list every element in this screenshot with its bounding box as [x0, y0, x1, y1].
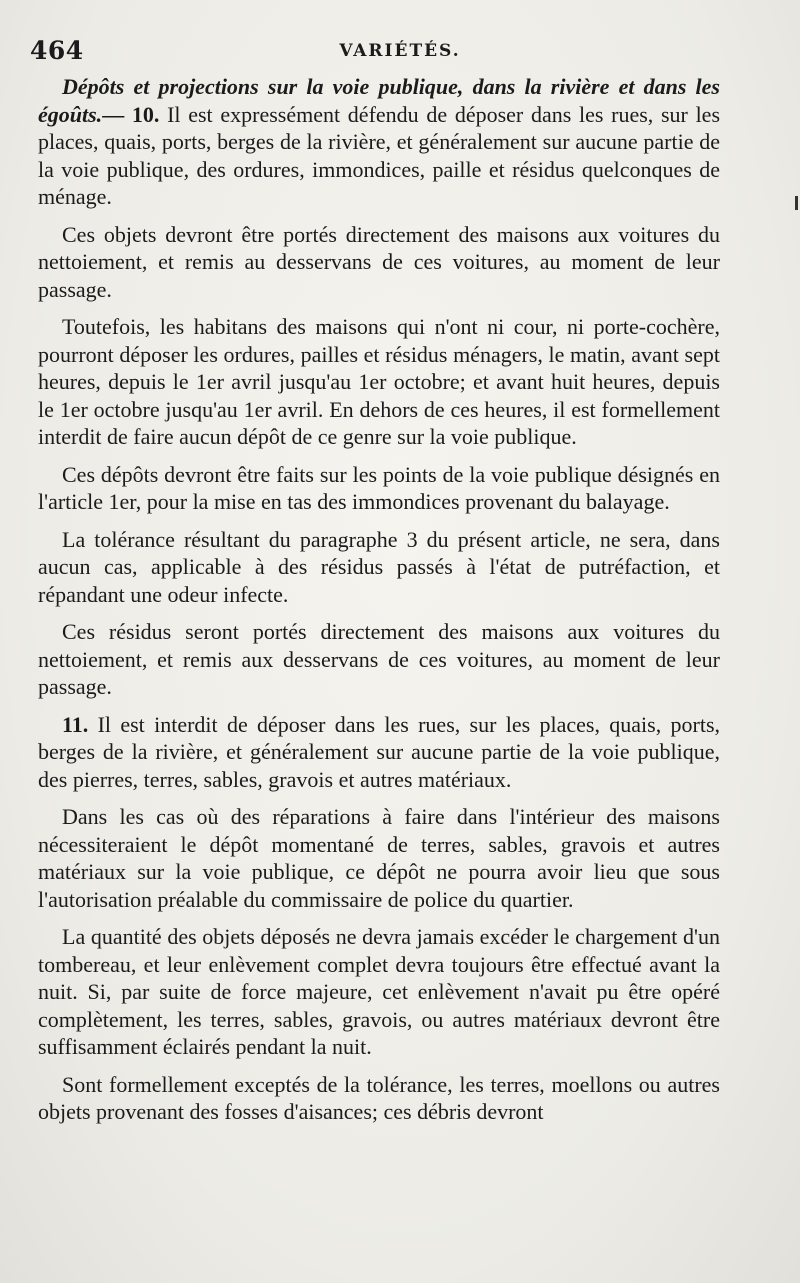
page-number: 464 [30, 36, 84, 65]
paragraph: Toutefois, les habitans des maisons qui n'ont ni cour, ni porte-cochère, pourront déposer les ordures, pailles et résidus ménagers, le matin, avant sept heures, depuis le 1er avril jusqu'au 1er octobre; et avant huit heures, depuis le 1er octobre jusqu'au 1er avril. En dehors de ces heures, il est formellement interdit de faire aucun dépôt de ce genre sur la voie publique. [38, 314, 720, 449]
paragraph [38, 711, 720, 794]
paragraph-text: Il est expressément défendu de déposer dans les rues, sur les places, quais, ports, berges de la rivière, et généralement sur aucune partie de la voie publique, des ordures, immondices, paille et résidus quelconques de ménage. [38, 101, 721, 209]
paragraph: Ces résidus seront portés directement des maisons aux voitures du nettoiement, et remis aux desservans de ces voitures, au moment de leur passage. [38, 619, 720, 699]
section-rubric: Dépôts et projections sur la voie publique, dans la rivière et dans les égoûts. [38, 74, 720, 127]
paragraph: Ces dépôts devront être faits sur les points de la voie publique désignés en l'article 1er, pour la mise en tas des immondices provenant du balayage. [38, 461, 720, 514]
paragraph-text: Il est interdit de déposer dans les rues, sur les places, quais, ports, berges de la rivière, et généralement sur aucune partie de la voie publique, des pierres, terres, sables, gravois et autres matériaux. [38, 711, 721, 792]
page-header [30, 36, 770, 66]
running-title: VARIÉTÉS. [339, 41, 461, 61]
paragraph [38, 73, 720, 211]
paragraph: Sont formellement exceptés de la tolérance, les terres, moellons ou autres objets provenant des fosses d'aisances; ces débris devront [38, 1071, 720, 1124]
body-text [38, 73, 720, 1136]
paragraph: Dans les cas où des réparations à faire dans l'intérieur des maisons nécessiteraient le dépôt momentané de terres, sables, gravois et autres matériaux sur la voie publique, ce dépôt ne pourra avoir lieu que sous l'autorisation préalable du commissaire de police du quartier. [38, 804, 720, 912]
article-number: — 10. [102, 101, 160, 127]
paragraph: La quantité des objets déposés ne devra jamais excéder le chargement d'un tombereau, et leur enlèvement complet devra toujours être effectué avant la nuit. Si, par suite de force majeure, cet enlèvement n'avait pu être opéré complètement, les terres, sables, gravois, ou autres matériaux devront être suffisamment éclairés pendant la nuit. [38, 924, 720, 1059]
paragraph: La tolérance résultant du paragraphe 3 du présent article, ne sera, dans aucun cas, applicable à des résidus passés à l'état de putréfaction, et répandant une odeur infecte. [38, 526, 720, 607]
paragraph: Ces objets devront être portés directement des maisons aux voitures du nettoiement, et remis au desservans de ces voitures, au moment de leur passage. [38, 221, 720, 302]
article-number: 11. [62, 711, 89, 737]
margin-mark [795, 196, 798, 210]
